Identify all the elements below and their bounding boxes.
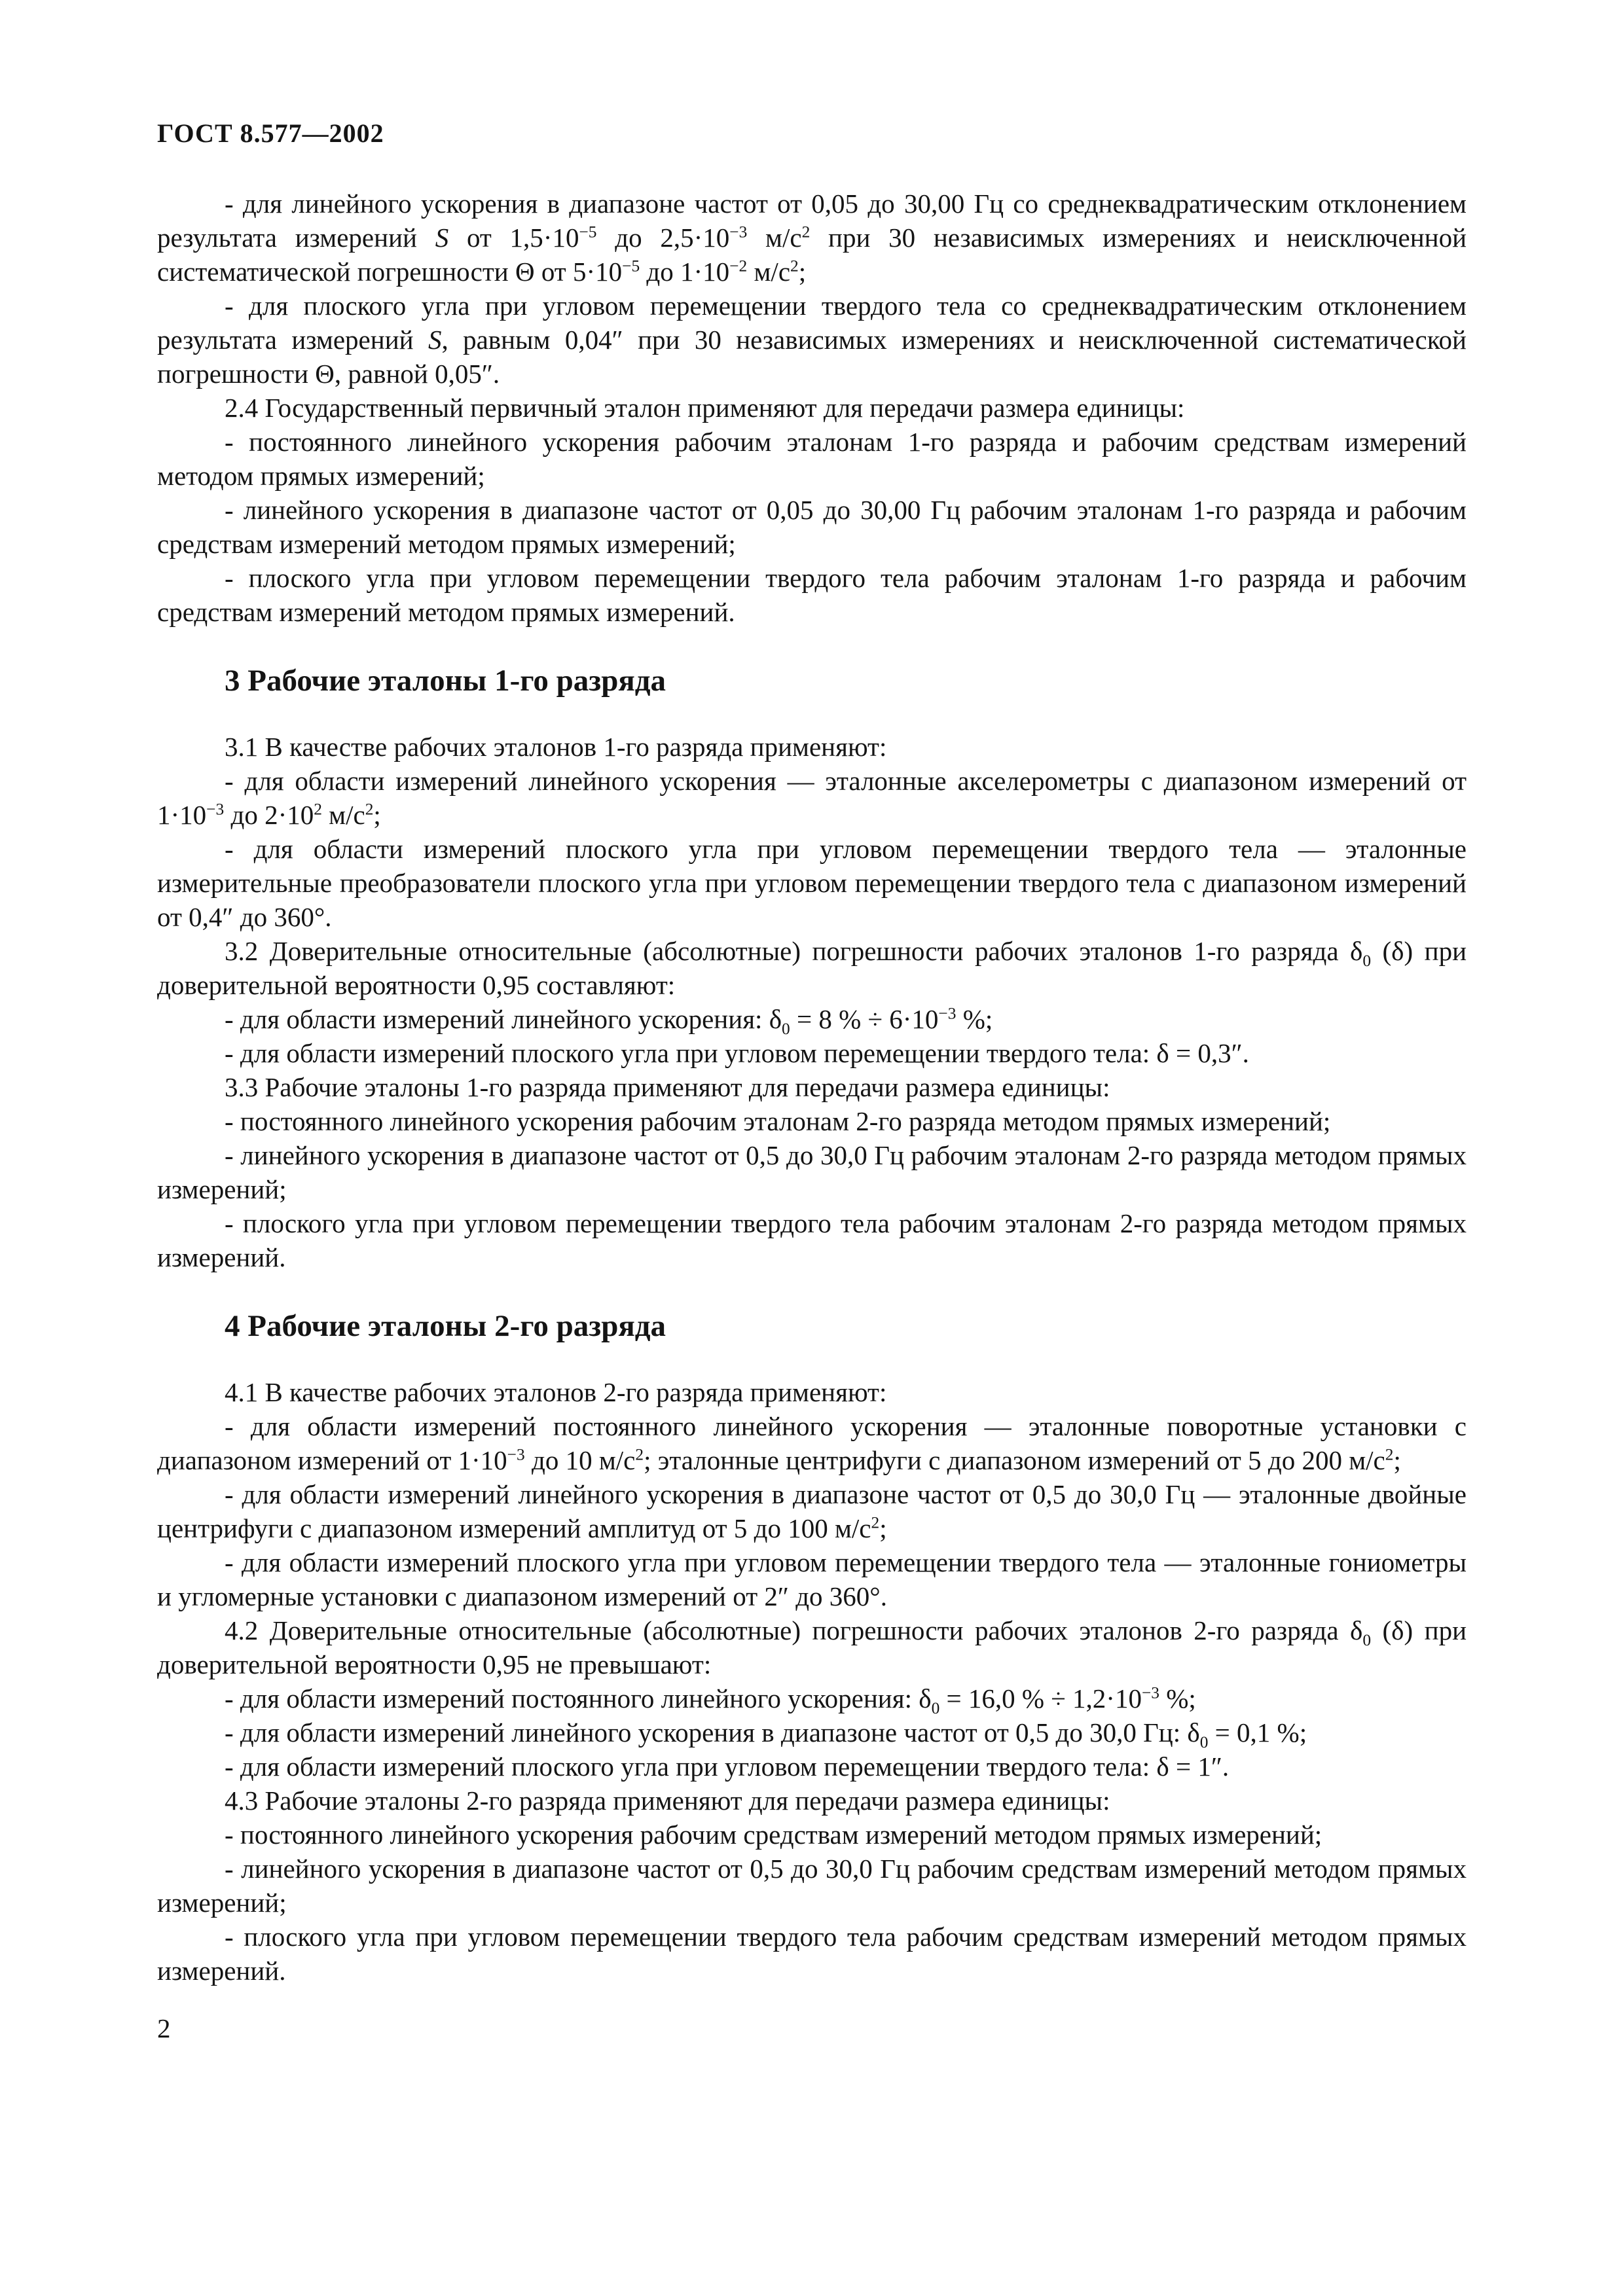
paragraph: 3.1 В качестве рабочих эталонов 1-го разряда применяют:: [225, 732, 887, 762]
paragraph: 3.3 Рабочие эталоны 1-го разряда применяют для передачи размера единицы:: [225, 1072, 1110, 1102]
document-body: [157, 187, 1467, 1988]
paragraph: 2.4 Государственный первичный эталон применяют для передачи размера единицы:: [225, 393, 1185, 423]
paragraph: - постоянного линейного ускорения рабочим эталонам 1-го разряда и рабочим средствам измерений методом прямых измерений;: [157, 427, 1467, 491]
paragraph: - линейного ускорения в диапазоне частот от 0,5 до 30,0 Гц рабочим средствам измерений методом прямых измерений;: [157, 1854, 1467, 1918]
paragraph: 3.2 Доверительные относительные (абсолютные) погрешности рабочих эталонов 1-го разряда $\delta_0$ (δ) при доверительной вероятности 0,95 составляют:: [157, 936, 1467, 1000]
paragraph: - плоского угла при угловом перемещении твердого тела рабочим эталонам 1-го разряда и рабочим средствам измерений методом прямых измерений.: [157, 563, 1467, 627]
paragraph: 4.2 Доверительные относительные (абсолютные) погрешности рабочих эталонов 2-го разряда $\delta_0$ (δ) при доверительной вероятности 0,95 не превышают:: [157, 1615, 1467, 1679]
paragraph: 4.1 В качестве рабочих эталонов 2-го разряда применяют:: [225, 1377, 887, 1407]
paragraph: - для плоского угла при угловом перемещении твердого тела со среднеквадратическим отклонением результата измерений S, равным 0,04″ при 30 независимых измерениях и неисключенной систематической погрешности Θ, равной 0,05″.: [157, 291, 1467, 389]
paragraph: - для области измерений плоского угла при угловом перемещении твердого тела — эталонные гониометры и угломерные установки с диапазоном измерений от 2″ до 360°.: [157, 1547, 1467, 1611]
paragraph: - для области измерений линейного ускорения: $\delta_0 = 8$ % ÷ $6\cdot 10^{-3}$ %;: [225, 1004, 993, 1039]
section-heading: 4 Рабочие эталоны 2-го разряда: [225, 1309, 666, 1343]
paragraph: - плоского угла при угловом перемещении твердого тела рабочим средствам измерений методом прямых измерений.: [157, 1922, 1467, 1986]
paragraph: - для области измерений постоянного линейного ускорения: $\delta_0 = 16,0$ % ÷ $1,2\cdot 10^{-3}$ %;: [225, 1683, 1196, 1718]
paragraph: - для области измерений плоского угла при угловом перемещении твердого тела — эталонные измерительные преобразователи плоского угла при угловом перемещении твердого тела с диапазоном измерений от 0,4″ до 360°.: [157, 834, 1467, 932]
paragraph: - линейного ускорения в диапазоне частот от 0,5 до 30,0 Гц рабочим эталонам 2-го разряда методом прямых измерений;: [157, 1140, 1467, 1204]
paragraph: - для области измерений постоянного линейного ускорения — эталонные поворотные установки с диапазоном измерений от $1\cdot 10^{-3}$ до 10 $м/с^2$; эталонные центрифуги с диапазоном измерений от 5 до 200 $м/с^2$;: [157, 1411, 1467, 1475]
section-heading: 3 Рабочие эталоны 1-го разряда: [225, 664, 666, 698]
paragraph: 4.3 Рабочие эталоны 2-го разряда применяют для передачи размера единицы:: [225, 1785, 1110, 1816]
paragraph: - для области измерений линейного ускорения в диапазоне частот от 0,5 до 30,0 Гц: $\delta_0 = 0,1$ %;: [225, 1717, 1307, 1752]
paragraph: - для линейного ускорения в диапазоне частот от 0,05 до 30,00 Гц со среднеквадратическим отклонением результата измерений S от $1,5\cdot 10^{-5}$ до $2,5\cdot 10^{-3}$ $м/с^2$ при 30 независимых измерениях и неисключенной систематической погрешности Θ от $5\cdot 10^{-5}$ до $1\cdot 10^{-2}$ $м/с^2$;: [157, 188, 1467, 287]
paragraph: - постоянного линейного ускорения рабочим эталонам 2-го разряда методом прямых измерений;: [225, 1106, 1331, 1136]
paragraph: - для области измерений линейного ускорения в диапазоне частот от 0,5 до 30,0 Гц — эталонные двойные центрифуги с диапазоном измерений амплитуд от 5 до 100 $м/с^2$;: [157, 1479, 1467, 1543]
paragraph: - постоянного линейного ускорения рабочим средствам измерений методом прямых измерений;: [225, 1820, 1322, 1850]
paragraph: - для области измерений линейного ускорения — эталонные акселерометры с диапазоном измерений от $1\cdot 10^{-3}$ до $2\cdot 10^2$ $м/с^2$;: [157, 766, 1467, 830]
paragraph: - линейного ускорения в диапазоне частот от 0,05 до 30,00 Гц рабочим эталонам 1-го разряда и рабочим средствам измерений методом прямых измерений;: [157, 495, 1467, 559]
document-header: ГОСТ 8.577—2002: [157, 118, 384, 148]
page-number: 2: [157, 2013, 171, 2043]
paragraph: - плоского угла при угловом перемещении твердого тела рабочим эталонам 2-го разряда методом прямых измерений.: [157, 1208, 1467, 1272]
paragraph: - для области измерений плоского угла при угловом перемещении твердого тела: δ = 1″.: [225, 1751, 1230, 1782]
paragraph: - для области измерений плоского угла при угловом перемещении твердого тела: δ = 0,3″.: [225, 1038, 1249, 1068]
